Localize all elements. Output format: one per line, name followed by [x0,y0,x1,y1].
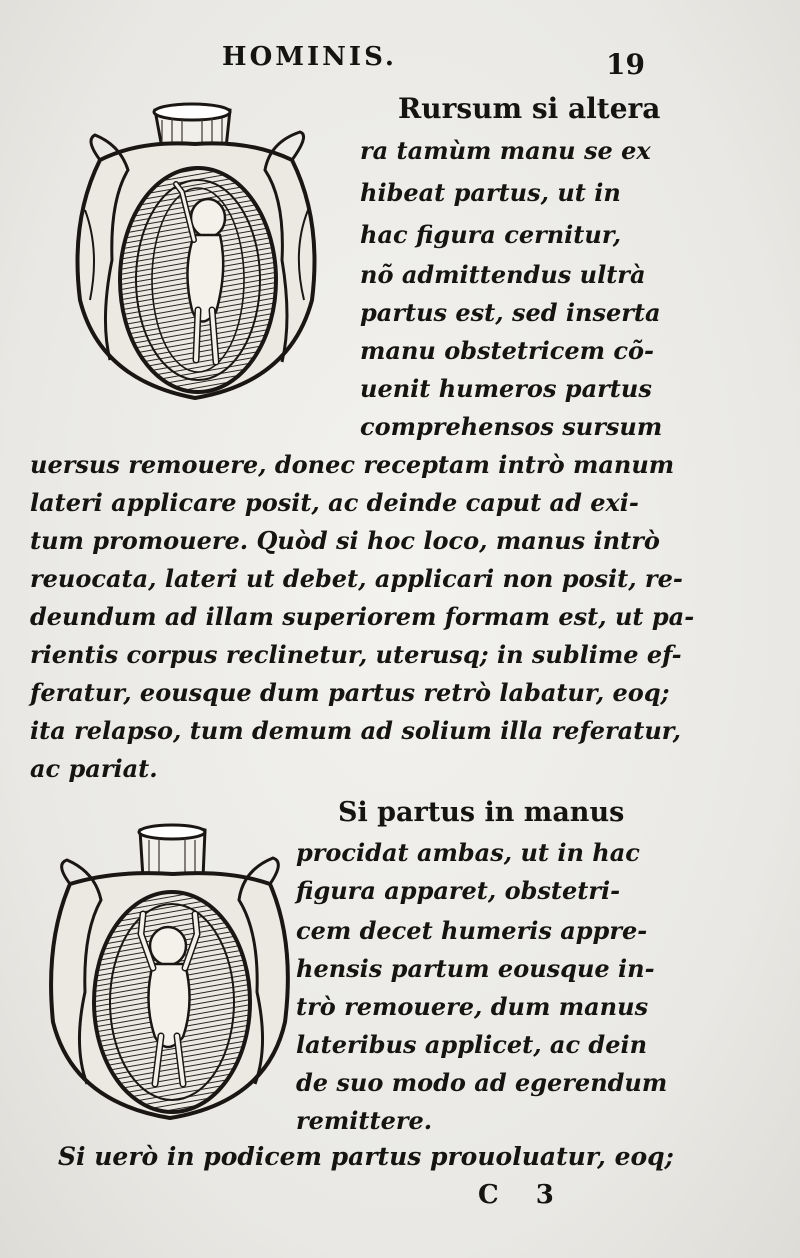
text-line: ac pariat. [30,754,158,783]
text-line: figura apparet, obstetri- [296,876,621,905]
text-line: comprehensos sursum [360,412,663,441]
text-line: lateri applicare posit, ac deinde caput ad exi- [30,488,639,517]
text-line: Rursum si altera [398,92,661,125]
text-line: manu obstetricem cõ- [360,336,654,365]
text-line: uersus remouere, donec receptam intrò manum [30,450,675,479]
text-line: trò remouere, dum manus [296,992,649,1021]
text-line: rientis corpus reclinetur, uterusq; in sublime ef- [30,640,682,669]
text-line: cem decet humeris appre- [296,916,648,945]
text-line: partus est, sed inserta [360,298,661,327]
text-line: hac figura cernitur, [360,220,622,249]
text-line: feratur, eousque dum partus retrò labatur, eoq; [30,678,670,707]
text-line: Si uerò in podicem partus prouoluatur, eoq; [58,1142,674,1171]
text-line: ita relapso, tum demum ad solium illa referatur, [30,716,682,745]
text-line: nõ admittendus ultrà [360,260,646,289]
text-line: procidat ambas, ut in hac [296,838,640,867]
woodcut-uterus-fetus-both-arms-icon [45,822,295,1127]
signature-mark: C 3 [478,1180,568,1210]
text-line: Si partus in manus [338,797,625,828]
page-number: 19 [606,48,645,81]
text-line: hibeat partus, ut in [360,178,621,207]
text-line: uenit humeros partus [360,374,652,403]
text-line: tum promouere. Quòd si hoc loco, manus intrò [30,526,660,555]
woodcut-uterus-fetus-one-arm-icon [70,100,325,410]
text-line: remittere. [296,1106,433,1135]
text-line: de suo modo ad egerendum [296,1068,668,1097]
text-line: ra tamùm manu se ex [360,136,651,165]
running-head: HOMINIS. [222,42,397,72]
text-line: hensis partum eousque in- [296,954,655,983]
text-line: deundum ad illam superiorem formam est, ut pa- [30,602,695,631]
text-line: reuocata, lateri ut debet, applicari non posit, re- [30,564,683,593]
text-line: lateribus applicet, ac dein [296,1030,648,1059]
